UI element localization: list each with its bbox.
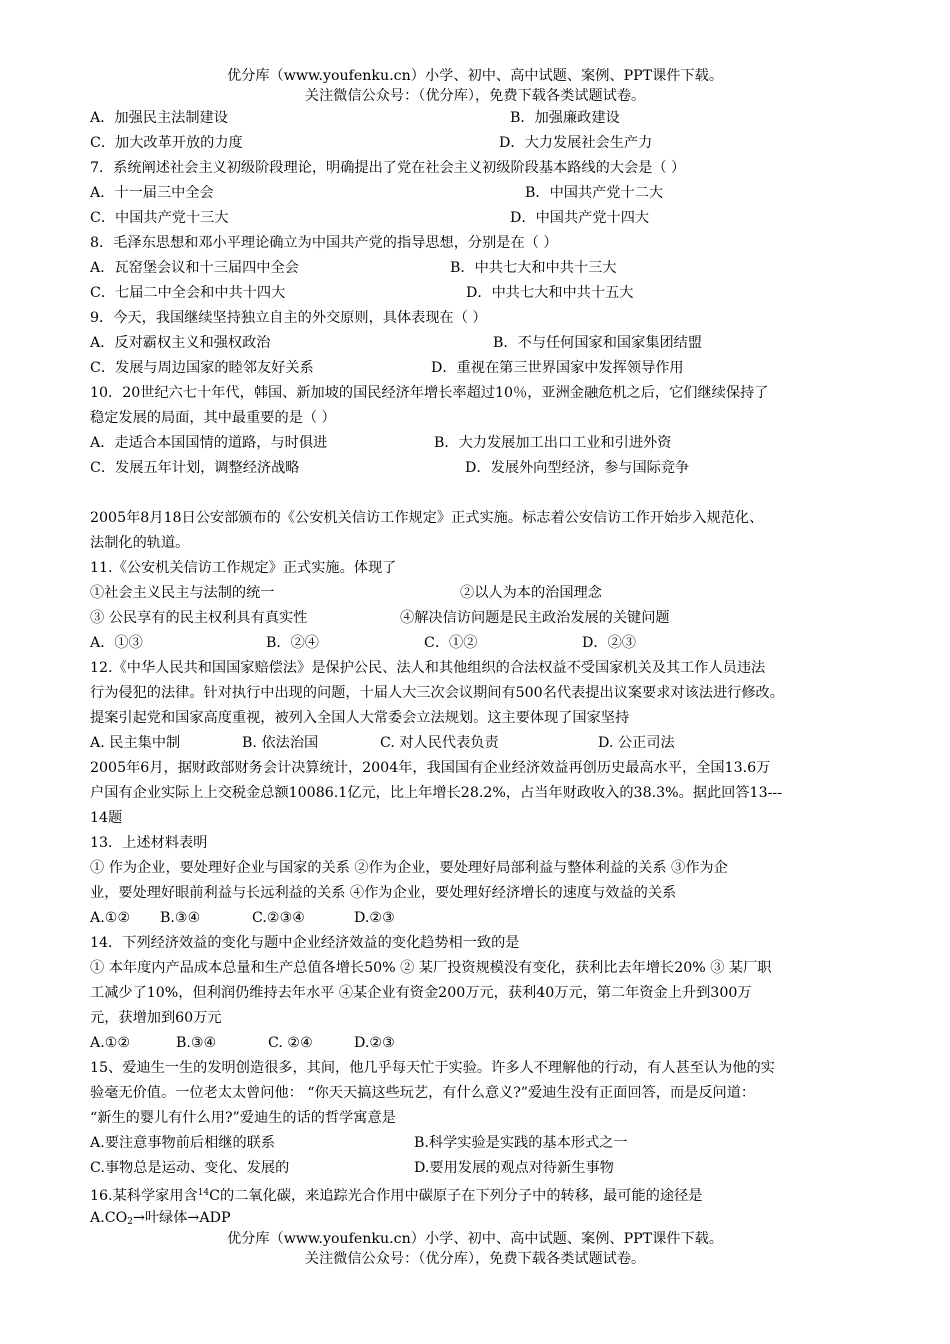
- q11-stem: 11.《公安机关信访工作规定》正式实施。体现了: [90, 560, 397, 576]
- q9-option-b: B．不与任何国家和国家集团结盟: [493, 335, 703, 351]
- q14-stem: 14．下列经济效益的变化与题中企业经济效益的变化趋势相一致的是: [90, 935, 520, 951]
- material-1-line-1: 2005年8月18日公安部颁布的《公安机关信访工作规定》正式实施。标志着公安信访工作开始步入规范化、: [90, 510, 764, 526]
- q16-stem-prefix: 16.某科学家用含: [90, 1188, 198, 1204]
- q15-options-row-2: [90, 1156, 865, 1181]
- q14-statements-line-2: 工减少了10%，但利润仍维持去年水平 ④某企业有资金200万元，获利40万元，第二年资金上升到300万: [90, 985, 752, 1001]
- q9-option-a: A．反对霸权主义和强权政治: [90, 335, 271, 351]
- footer-line-1: 优分库（www.youfenku.cn）小学、初中、高中试题、案例、PPT课件下载。: [226, 1231, 724, 1247]
- q15-stem-line-2: 验毫无价值。一位老太太曾问他： “你天天搞这些玩艺，有什么意义?”爱迪生没有正面回答，而是反问道：: [90, 1085, 756, 1101]
- q13-options-row: [90, 906, 865, 931]
- q15-stem-line-1: 15、爱迪生一生的发明创造很多，其间，他几乎每天忙于实验。许多人不理解他的行动，有人甚至认为他的实: [90, 1060, 775, 1076]
- q14-option-c: C. ②④: [268, 1035, 313, 1051]
- q12-option-b: B. 依法治国: [242, 735, 319, 751]
- q14-option-d: D.②③: [354, 1035, 395, 1051]
- q6-options-row-1: [90, 106, 865, 131]
- q11-statement-4: ④解决信访问题是民主政治发展的关键问题: [400, 610, 670, 626]
- q13-stem: 13．上述材料表明: [90, 835, 208, 851]
- q10-option-c: C．发展五年计划，调整经济战略: [90, 460, 300, 476]
- q12-option-c: C. 对人民代表负责: [380, 735, 499, 751]
- q8-option-d: D．中共七大和中共十五大: [466, 285, 634, 301]
- q12-option-d: D. 公正司法: [598, 735, 675, 751]
- q13-option-c: C.②③④: [252, 910, 306, 926]
- q13-statements-line-2: 业，要处理好眼前利益与长远利益的关系 ④作为企业，要处理好经济增长的速度与效益的关系: [90, 885, 677, 901]
- q15-stem-line-3: “新生的婴儿有什么用?”爱迪生的话的哲学寓意是: [90, 1110, 396, 1126]
- q8-options-row-2: [90, 281, 865, 306]
- q9-options-row-2: [90, 356, 865, 381]
- q11-option-a: A．①③: [90, 635, 143, 651]
- q8-stem: 8．毛泽东思想和邓小平理论确立为中国共产党的指导思想，分别是在（ ）: [90, 235, 558, 251]
- q6-option-d: D．大力发展社会生产力: [499, 135, 653, 151]
- q8-option-a: A．瓦窑堡会议和十三届四中全会: [90, 260, 299, 276]
- q12-stem-line-1: 12.《中华人民共和国国家赔偿法》是保护公民、法人和其他组织的合法权益不受国家机关及其工作人员违法: [90, 660, 766, 676]
- q10-stem-line-1: 10．20世纪六七十年代，韩国、新加坡的国民经济年增长率超过10％，亚洲金融危机之后，它们继续保持了: [90, 385, 769, 401]
- q7-option-c: C．中国共产党十三大: [90, 210, 229, 226]
- q15-option-a: A.要注意事物前后相继的联系: [90, 1135, 276, 1151]
- q12-option-a: A. 民主集中制: [90, 735, 181, 751]
- q10-options-row-1: [90, 431, 865, 456]
- footer-line-2: 关注微信公众号：（优分库），免费下载各类试题试卷。: [304, 1251, 646, 1267]
- q6-option-b: B．加强廉政建设: [510, 110, 620, 126]
- q16-option-a-prefix: A.CO: [90, 1210, 128, 1226]
- q6-option-a: A．加强民主法制建设: [90, 110, 228, 126]
- q7-stem: 7．系统阐述社会主义初级阶段理论，明确提出了党在社会主义初级阶段基本路线的大会是（ ）: [90, 160, 686, 176]
- q8-option-c: C．七届二中全会和中共十四大: [90, 285, 286, 301]
- q11-option-c: C．①②: [424, 635, 478, 651]
- q12-stem-line-3: 提案引起党和国家高度重视，被列入全国人大常委会立法规划。这主要体现了国家坚持: [90, 710, 630, 726]
- q12-stem-line-2: 行为侵犯的法律。针对执行中出现的问题，十届人大三次会议期间有500名代表提出议案要求对该法进行修改。: [90, 685, 784, 701]
- q8-options-row-1: [90, 256, 865, 281]
- q7-option-d: D．中国共产党十四大: [510, 210, 650, 226]
- material-2-line-1: 2005年6月，据财政部财务会计决算统计，2004年，我国国有企业经济效益再创历史最高水平，全国13.6万: [90, 760, 771, 776]
- q6-options-row-2: [90, 131, 865, 156]
- q16-stem-suffix: C的二氧化碳，来追踪光合作用中碳原子在下列分子中的转移，最可能的途径是: [209, 1188, 703, 1204]
- q9-stem: 9．今天，我国继续坚持独立自主的外交原则，具体表现在（ ）: [90, 310, 487, 326]
- q11-statements-row-2: [90, 606, 865, 631]
- q14-statements-line-3: 元，获增加到60万元: [90, 1010, 222, 1026]
- q7-options-row-1: [90, 181, 865, 206]
- q10-option-a: A．走适合本国国情的道路，与时俱进: [90, 435, 328, 451]
- q16-stem-superscript: 14: [197, 1188, 210, 1198]
- q6-option-c: C．加大改革开放的力度: [90, 135, 243, 151]
- q11-option-d: D．②③: [582, 635, 636, 651]
- q10-stem-line-2: 稳定发展的局面，其中最重要的是（ ）: [90, 410, 336, 426]
- material-1-line-2: 法制化的轨道。: [90, 535, 190, 551]
- q11-statement-2: ②以人为本的治国理念: [460, 585, 602, 601]
- q16-stem: [90, 1181, 865, 1206]
- material-2-line-2: 户国有企业实际上上交税金总额10086.1亿元，比上年增长28.2%，占当年财政收入的38.3%。据此回答13---: [90, 785, 782, 801]
- q13-option-d: D.②③: [354, 910, 395, 926]
- q9-option-d: D．重视在第三世界国家中发挥领导作用: [431, 360, 684, 376]
- q10-option-d: D．发展外向型经济，参与国际竞争: [465, 460, 690, 476]
- q11-option-b: B．②④: [266, 635, 319, 651]
- q7-option-b: B．中国共产党十二大: [525, 185, 664, 201]
- question-content: [90, 106, 865, 1231]
- page-footer: [0, 1229, 950, 1269]
- q10-option-b: B．大力发展加工出口工业和引进外资: [434, 435, 672, 451]
- q15-option-c: C.事物总是运动、变化、发展的: [90, 1160, 290, 1176]
- q11-statement-3: ③ 公民享有的民主权利具有真实性: [90, 610, 308, 626]
- q9-option-c: C．发展与周边国家的睦邻友好关系: [90, 360, 314, 376]
- q10-options-row-2: [90, 456, 865, 481]
- q8-option-b: B．中共七大和中共十三大: [450, 260, 617, 276]
- q15-options-row-1: [90, 1131, 865, 1156]
- q14-option-a: A.①②: [90, 1035, 131, 1051]
- q7-option-a: A．十一届三中全会: [90, 185, 214, 201]
- q14-option-b: B.③④: [176, 1035, 217, 1051]
- page-header: [0, 66, 950, 106]
- q12-options-row: [90, 731, 865, 756]
- q15-option-b: B.科学实验是实践的基本形式之一: [414, 1135, 628, 1151]
- q16-option-a: [90, 1206, 865, 1231]
- q14-statements-line-1: ① 本年度内产品成本总量和生产总值各增长50% ② 某厂投资规模没有变化，获利比去年增长20% ③ 某厂职: [90, 960, 772, 976]
- q13-option-a: A.①②: [90, 910, 131, 926]
- q16-option-a-suffix: →叶绿体→ADP: [132, 1210, 231, 1226]
- q11-options-row: [90, 631, 865, 656]
- header-line-1: 优分库（www.youfenku.cn）小学、初中、高中试题、案例、PPT课件下载。: [226, 68, 724, 84]
- q9-options-row-1: [90, 331, 865, 356]
- q15-option-d: D.要用发展的观点对待新生事物: [414, 1160, 614, 1176]
- q11-statement-1: ①社会主义民主与法制的统一: [90, 585, 275, 601]
- q13-statements-line-1: ① 作为企业，要处理好企业与国家的关系 ②作为企业，要处理好局部利益与整体利益的关系 ③作为企: [90, 860, 728, 876]
- q11-statements-row-1: [90, 581, 865, 606]
- q14-options-row: [90, 1031, 865, 1056]
- q7-options-row-2: [90, 206, 865, 231]
- material-2-line-3: 14题: [90, 810, 123, 826]
- blank-line: [90, 481, 865, 506]
- q13-option-b: B.③④: [160, 910, 201, 926]
- header-line-2: 关注微信公众号：（优分库），免费下载各类试题试卷。: [304, 88, 646, 104]
- q16-option-a-subscript: 2: [127, 1217, 133, 1227]
